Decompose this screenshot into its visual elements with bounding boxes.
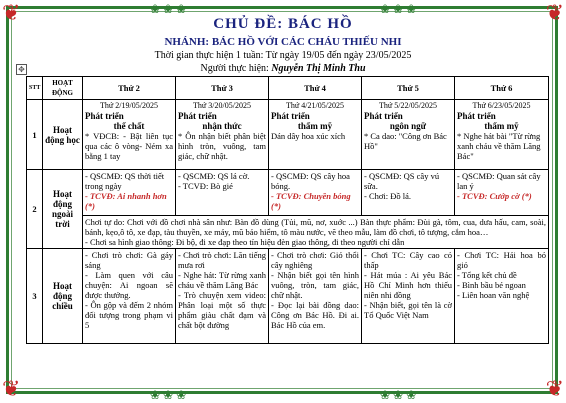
weekly-plan-table xyxy=(26,76,549,344)
cell-date: Thứ 6/23/05/2025 xyxy=(472,101,531,110)
row-number: 2 xyxy=(27,170,43,249)
time-range: Thời gian thực hiện 1 tuần: Từ ngày 19/05 đến ngày 23/05/2025 xyxy=(154,50,412,61)
cell-category: Phát triển xyxy=(178,111,217,121)
cell-content: - Nghe hát: Từ rừng xanh cháu về thăm Lăng Bác xyxy=(178,270,266,290)
free-play-text: Chơi tự do: Chơi với đồ chơi nhà sân như: Bàn đồ dùng (Tủi, mũ, nơ, xuớc ...) Bàn thực phẩm: Đùi gà, tôm, cua, dưa hấu, cam, soài, bánh, kẹo,ô tô, xe đạp, tàu thuyền, xe máy, mũ bảo hiểm, tô màu nước, vẽ theo mẫu, làm đồ chơi, tô tượng, cắm hoa… xyxy=(85,217,546,237)
table-cell xyxy=(362,249,455,344)
cell-category: Phát triển xyxy=(271,111,310,121)
cell-content: - Làm quen với câu chuyện: Ai ngoan sẽ được thưởng. xyxy=(85,270,173,300)
activity-name: Hoạt động học xyxy=(43,100,83,170)
cell-content: - Chơi TC: Cây cao cỏ thấp xyxy=(364,250,452,270)
cell-category: Phát triển xyxy=(364,111,403,121)
person-label: Người thực hiện: xyxy=(200,63,272,74)
vine-ornament-icon: ❀ ❀ ❀ xyxy=(150,388,187,402)
floral-corner-icon: ❦ xyxy=(545,376,564,401)
table-cell xyxy=(362,170,455,216)
table-cell xyxy=(455,249,549,344)
table-cell xyxy=(176,100,269,170)
cell-content: - QSCMĐ: QS cây vú sữa. xyxy=(364,171,440,191)
floral-corner-icon: ❦ xyxy=(2,0,21,25)
table-row xyxy=(27,216,549,249)
cell-content: - Hát múa : Ai yêu Bác Hồ Chí Minh hơn thiếu niên nhi đồng xyxy=(364,270,452,300)
cell-content: - Trò chuyện xem video: Phân loại một số thực phẩm giàu chất đạm và chất bột đường xyxy=(178,290,266,330)
cell-category: ngôn ngữ xyxy=(389,121,427,131)
header-day: Thứ 3 xyxy=(176,77,269,100)
cell-date: Thứ 4/21/05/2025 xyxy=(286,101,344,110)
header-day: Thứ 5 xyxy=(362,77,455,100)
cell-content: - Chơi: Đồ lá. xyxy=(364,191,411,201)
table-row xyxy=(27,249,549,344)
table-cell xyxy=(83,249,176,344)
cell-content: - QSCMĐ: QS lá cờ. xyxy=(178,171,250,181)
row-number: 1 xyxy=(27,100,43,170)
header-activity: HOẠT ĐỘNG xyxy=(43,77,83,100)
cell-content: - QSCMĐ: QS thời tiết trong ngày xyxy=(85,171,165,191)
cell-content: - QSCMĐ: Quan sát cây lan ý xyxy=(457,171,541,191)
header-day: Thứ 2 xyxy=(83,77,176,100)
cell-content: - Chơi TC: Hái hoa bỏ giỏ xyxy=(457,250,546,270)
floral-corner-icon: ❦ xyxy=(545,0,564,25)
person-line xyxy=(0,63,566,74)
cell-date: Thứ 5/22/05/2025 xyxy=(379,101,437,110)
free-play-cell xyxy=(83,216,549,249)
cell-content: - Tổng kết chủ đề xyxy=(457,270,517,280)
cell-highlight: - TCVĐ: Cướp cờ (*) xyxy=(457,191,532,201)
cell-category: Phát triển xyxy=(85,111,124,121)
table-cell xyxy=(455,100,549,170)
vine-ornament-icon: ❀ ❀ ❀ xyxy=(380,388,417,402)
vine-ornament-icon: ❀ ❀ ❀ xyxy=(380,2,417,16)
cell-content: * Ôn nhận biết phân biệt hình tròn, vuông, tam giác, chữ nhật. xyxy=(178,131,266,161)
cell-content: - Bình bầu bé ngoan xyxy=(457,280,526,290)
cell-category: thể chất xyxy=(113,121,145,131)
cell-content: - Nhận biết gọi tên hình vuông, tròn, tam giác, chữ nhật. xyxy=(271,270,359,300)
vine-ornament-icon: ❀ ❀ ❀ xyxy=(150,2,187,16)
cell-category: thẩm mỹ xyxy=(484,121,519,131)
cell-content: - TCVĐ: Bò gié xyxy=(178,181,233,191)
cell-content: - Liên hoan văn nghệ xyxy=(457,290,530,300)
cell-content: - QSCMĐ: QS cây hoa bóng. xyxy=(271,171,350,191)
cell-content: - Chơi trò chơi: Gà gáy sáng xyxy=(85,250,173,270)
cell-content: Dán dây hoa xúc xích xyxy=(271,131,346,141)
branch-title: NHÁNH: BÁC HỒ VỚI CÁC CHÁU THIẾU NHI xyxy=(164,36,402,48)
table-cell xyxy=(269,249,362,344)
activity-name: Hoạt động chiều xyxy=(43,249,83,344)
table-cell xyxy=(83,100,176,170)
cell-content: * VĐCB: - Bật liên tục qua các ô vòng- Ném xa bằng 1 tay xyxy=(85,131,173,161)
cell-content: * Nghe hát bài "Từ rừng xanh cháu về thăm Lăng Bác" xyxy=(457,131,541,161)
table-cell xyxy=(455,170,549,216)
table-cell xyxy=(176,249,269,344)
table-cell xyxy=(83,170,176,216)
row-number: 3 xyxy=(27,249,43,344)
cell-category: thẩm mỹ xyxy=(297,121,333,131)
table-header-row xyxy=(27,77,549,100)
cell-highlight: - TCVĐ: Chuyền bóng (*) xyxy=(271,191,351,211)
header-day: Thứ 6 xyxy=(455,77,549,100)
table-row xyxy=(27,100,549,170)
move-handle-icon[interactable]: ✥ xyxy=(16,64,27,75)
document-title: CHỦ ĐỀ: BÁC HỒ xyxy=(213,16,353,32)
cell-content: * Ca dao: "Công ơn Bác Hồ" xyxy=(364,131,447,151)
cell-content: - Chơi trò chơi: Gió thổi cây nghiêng xyxy=(271,250,359,270)
cell-date: Thứ 2/19/05/2025 xyxy=(100,101,158,110)
cell-highlight: - TCVĐ: Ai nhanh hơn (*) xyxy=(85,191,167,211)
table-cell xyxy=(362,100,455,170)
person-name: Nguyễn Thị Minh Thu xyxy=(271,63,366,74)
cell-content: - Nhận biết, gọi tên là cờ Tổ Quốc Việt Nam xyxy=(364,300,452,320)
table-cell xyxy=(176,170,269,216)
floral-corner-icon: ❦ xyxy=(2,376,21,401)
cell-date: Thứ 3/20/05/2025 xyxy=(193,101,251,110)
traffic-play-text: - Chơi sa hình giao thông: Đi bộ, đi xe đạp theo tín hiệu đèn giao thông, đi theo người chỉ dẫn xyxy=(85,237,405,247)
table-cell xyxy=(269,100,362,170)
cell-category: nhận thức xyxy=(202,121,242,131)
header-day: Thứ 4 xyxy=(269,77,362,100)
table-cell xyxy=(269,170,362,216)
cell-content: - Chơi trò chơi: Lăn tiếng mưa rơi xyxy=(178,250,266,270)
cell-content: - Đọc lại bài đồng dao: Công ơn Bác Hồ. Đi ai. Bác Hồ của em. xyxy=(271,300,359,330)
header-stt: STT xyxy=(27,77,43,100)
table-row xyxy=(27,170,549,216)
cell-category: Phát triển xyxy=(457,111,496,121)
activity-name: Hoạt động ngoài trời xyxy=(43,170,83,249)
cell-content: - Ôn gộp và đếm 2 nhóm đối tượng trong phạm vi 5 xyxy=(85,300,173,330)
